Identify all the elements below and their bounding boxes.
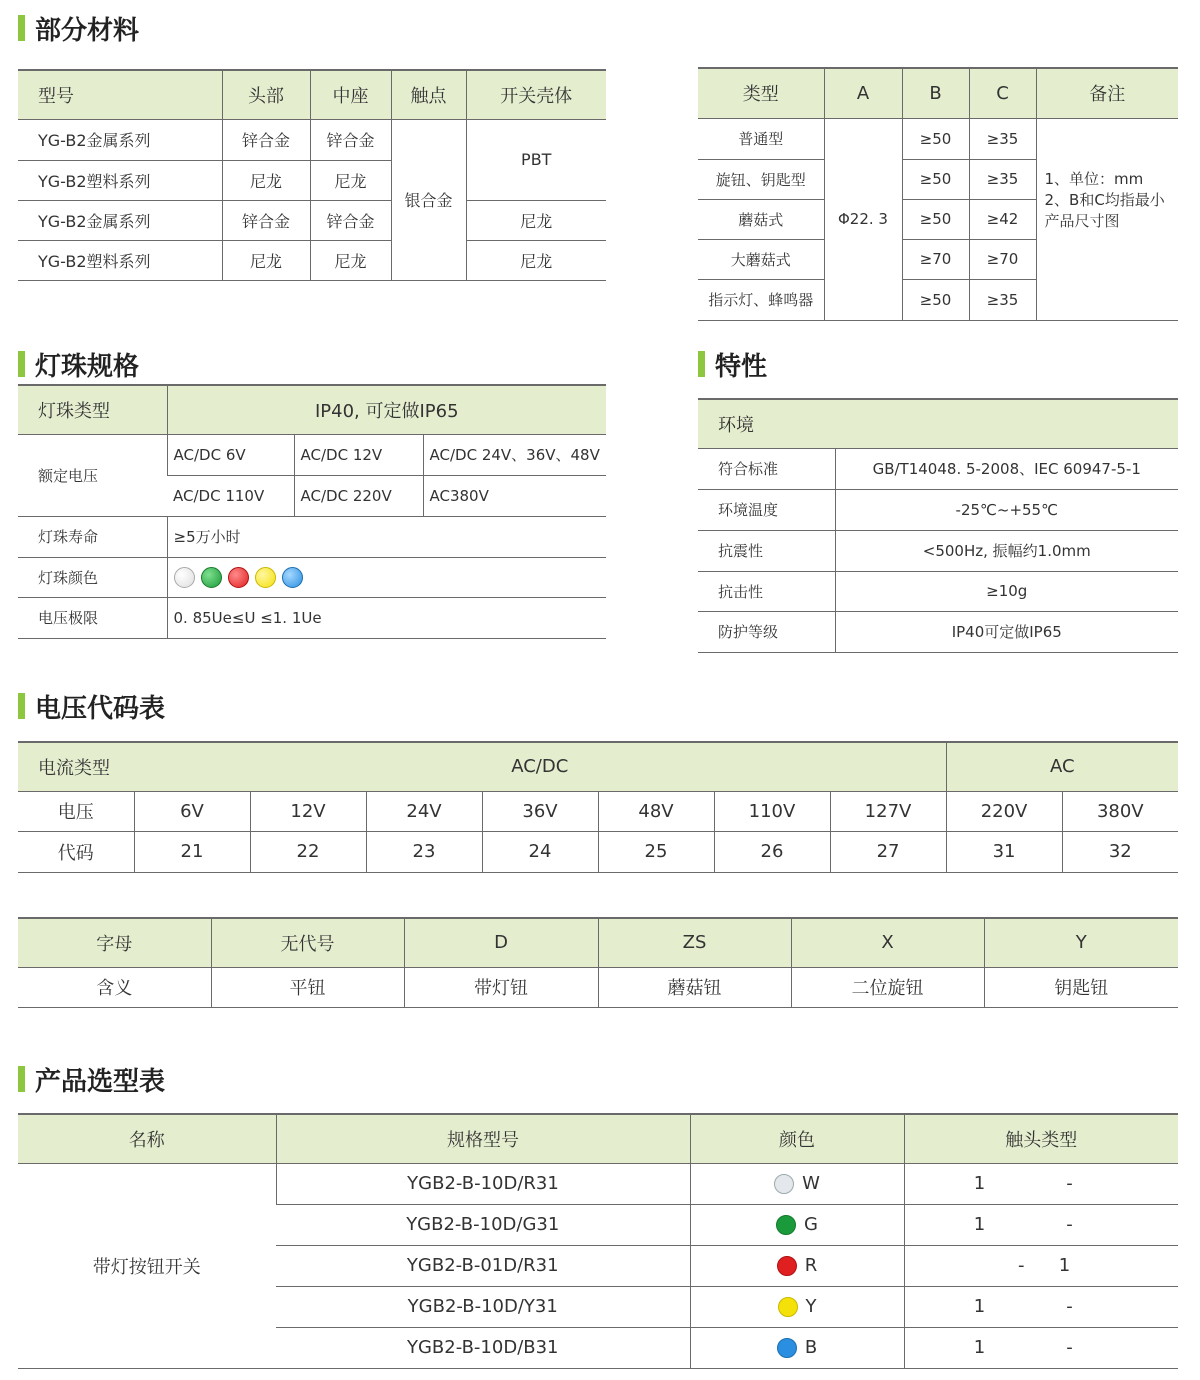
title-bar xyxy=(698,351,705,377)
color-letter: G xyxy=(804,1214,818,1235)
contact-no: 1 xyxy=(973,1337,986,1358)
row-label-code: 代码 xyxy=(18,831,134,872)
cell-head: 锌合金 xyxy=(222,200,310,240)
cell-head: 尼龙 xyxy=(222,160,310,200)
cell-c: ≥70 xyxy=(969,239,1036,279)
header-note: 备注 xyxy=(1036,68,1178,118)
cell-code: 24 xyxy=(482,831,598,872)
letters-table xyxy=(18,917,1178,1008)
cell-meaning: 二位旋钮 xyxy=(791,967,984,1007)
cell-life-label: 灯珠寿命 xyxy=(18,516,167,557)
header-letter: Y xyxy=(984,918,1178,967)
contact-nc: - xyxy=(1066,1173,1073,1194)
cell-feature-key: 抗击性 xyxy=(698,571,835,611)
cell-voltage: AC/DC 12V xyxy=(294,434,423,475)
header-acdc: AC/DC xyxy=(134,742,946,791)
header-type: 类型 xyxy=(698,68,824,118)
cell-mid: 尼龙 xyxy=(310,160,391,200)
cell-voltage: 380V xyxy=(1062,791,1178,831)
blue-dot xyxy=(282,567,303,588)
note-line: 1、单位：mm xyxy=(1044,169,1144,188)
color-letter: B xyxy=(804,1337,818,1358)
green-dot xyxy=(776,1215,796,1235)
cell-voltage-label: 额定电压 xyxy=(18,434,167,516)
cell-type: 旋钮、钥匙型 xyxy=(698,159,824,199)
header-name: 名称 xyxy=(18,1114,276,1163)
cell-type: 大蘑菇式 xyxy=(698,239,824,279)
cell-model: YGB2-B-10D/B31 xyxy=(276,1327,690,1368)
header-mid: 中座 xyxy=(310,70,391,119)
cell-product-name: 带灯按钮开关 xyxy=(18,1163,276,1368)
cell-b: ≥70 xyxy=(902,239,969,279)
cell-meaning: 蘑菇钮 xyxy=(598,967,791,1007)
color-letter: W xyxy=(802,1173,820,1194)
cell-voltage: AC380V xyxy=(423,475,606,516)
header-led-type-value: IP40, 可定做IP65 xyxy=(167,385,606,434)
section-title-text: 电压代码表 xyxy=(35,693,166,724)
yellow-dot xyxy=(778,1297,798,1317)
cell-code: 26 xyxy=(714,831,830,872)
voltage-code-table xyxy=(18,741,1178,873)
cell-mid: 尼龙 xyxy=(310,240,391,280)
cell-type: 普通型 xyxy=(698,118,824,159)
header-letter: 无代号 xyxy=(211,918,404,967)
cell-shell: 尼龙 xyxy=(466,240,606,280)
cell-code: 32 xyxy=(1062,831,1178,872)
cell-c: ≥42 xyxy=(969,199,1036,239)
cell-life-value: ≥5万小时 xyxy=(167,516,606,557)
cell-shell: 尼龙 xyxy=(466,200,606,240)
cell-mid: 锌合金 xyxy=(310,119,391,160)
contact-nc: - xyxy=(1066,1296,1073,1317)
cell-feature-value: -25℃~+55℃ xyxy=(835,489,1178,530)
cell-color-label: 灯珠颜色 xyxy=(18,557,167,597)
header-contact-type: 触头类型 xyxy=(904,1114,1178,1163)
cell-limit-value: 0. 85Ue≤U ≤1. 1Ue xyxy=(167,597,606,638)
note-line: 产品尺寸图 xyxy=(1044,211,1120,230)
contact-no: 1 xyxy=(973,1214,986,1235)
header-letter: ZS xyxy=(598,918,791,967)
cell-c: ≥35 xyxy=(969,279,1036,320)
cell-b: ≥50 xyxy=(902,118,969,159)
header-a: A xyxy=(824,68,902,118)
cell-meaning: 含义 xyxy=(18,967,211,1007)
contact-nc: - xyxy=(1066,1214,1073,1235)
cell-model: YGB2-B-10D/Y31 xyxy=(276,1286,690,1327)
cell-contact: 银合金 xyxy=(391,119,466,280)
cell-meaning: 带灯钮 xyxy=(404,967,598,1007)
cell-voltage: AC/DC 6V xyxy=(167,434,294,475)
cell-color xyxy=(690,1327,904,1368)
cell-voltage: AC/DC 110V xyxy=(167,475,294,516)
cell-feature-value: GB/T14048. 5-2008、IEC 60947-5-1 xyxy=(835,448,1178,489)
cell-code: 25 xyxy=(598,831,714,872)
cell-contacts xyxy=(904,1245,1178,1286)
cell-contacts xyxy=(904,1163,1178,1204)
cell-voltage: 36V xyxy=(482,791,598,831)
cell-feature-key: 防护等级 xyxy=(698,611,835,652)
section-title-text: 产品选型表 xyxy=(35,1066,166,1097)
dimensions-table xyxy=(698,67,1178,321)
yellow-dot xyxy=(255,567,276,588)
section-title-text: 特性 xyxy=(715,351,768,382)
selection-table xyxy=(18,1113,1178,1369)
cell-contacts xyxy=(904,1204,1178,1245)
cell-c: ≥35 xyxy=(969,159,1036,199)
cell-model: YG-B2金属系列 xyxy=(18,200,222,240)
white-dot xyxy=(774,1174,794,1194)
header-letter: 字母 xyxy=(18,918,211,967)
cell-contacts xyxy=(904,1286,1178,1327)
contact-no: 1 xyxy=(973,1173,986,1194)
header-current-type: 电流类型 xyxy=(18,742,134,791)
cell-code: 23 xyxy=(366,831,482,872)
title-bar xyxy=(18,1066,25,1092)
title-bar xyxy=(18,351,25,377)
cell-a: Φ22. 3 xyxy=(824,118,902,320)
cell-voltage: AC/DC 220V xyxy=(294,475,423,516)
materials-table xyxy=(18,69,606,281)
cell-feature-value: <500Hz, 振幅约1.0mm xyxy=(835,530,1178,571)
cell-limit-label: 电压极限 xyxy=(18,597,167,638)
header-c: C xyxy=(969,68,1036,118)
cell-feature-key: 抗震性 xyxy=(698,530,835,571)
cell-head: 尼龙 xyxy=(222,240,310,280)
header-shell: 开关壳体 xyxy=(466,70,606,119)
cell-model: YG-B2金属系列 xyxy=(18,119,222,160)
section-title-selection xyxy=(18,1062,165,1096)
contact-nc: - xyxy=(1066,1337,1073,1358)
cell-mid: 锌合金 xyxy=(310,200,391,240)
cell-color xyxy=(690,1245,904,1286)
header-model: 规格型号 xyxy=(276,1114,690,1163)
cell-code: 31 xyxy=(946,831,1062,872)
color-letter: Y xyxy=(805,1296,817,1317)
cell-feature-key: 符合标准 xyxy=(698,448,835,489)
cell-meaning: 钥匙钮 xyxy=(984,967,1178,1007)
cell-code: 27 xyxy=(830,831,946,872)
cell-voltage: 110V xyxy=(714,791,830,831)
cell-model: YGB2-B-10D/G31 xyxy=(276,1204,690,1245)
cell-voltage: 127V xyxy=(830,791,946,831)
contact-nc: 1 xyxy=(1058,1255,1071,1276)
cell-voltage: 12V xyxy=(250,791,366,831)
cell-head: 锌合金 xyxy=(222,119,310,160)
cell-code: 21 xyxy=(134,831,250,872)
section-title-text: 灯珠规格 xyxy=(35,351,140,382)
header-env: 环境 xyxy=(698,399,1178,448)
note-line: 2、B和C均指最小 xyxy=(1044,190,1165,209)
cell-voltage: 24V xyxy=(366,791,482,831)
cell-type: 指示灯、蜂鸣器 xyxy=(698,279,824,320)
header-b: B xyxy=(902,68,969,118)
header-led-type: 灯珠类型 xyxy=(18,385,167,434)
cell-code: 22 xyxy=(250,831,366,872)
cell-type: 蘑菇式 xyxy=(698,199,824,239)
contact-no: - xyxy=(1018,1255,1025,1276)
row-label-voltage: 电压 xyxy=(18,791,134,831)
cell-voltage: AC/DC 24V、36V、48V xyxy=(423,434,606,475)
cell-note xyxy=(1036,118,1178,320)
cell-model: YG-B2塑料系列 xyxy=(18,240,222,280)
cell-b: ≥50 xyxy=(902,159,969,199)
contact-no: 1 xyxy=(973,1296,986,1317)
header-letter: X xyxy=(791,918,984,967)
section-title-features xyxy=(698,347,767,381)
section-title-led xyxy=(18,347,139,381)
led-table xyxy=(18,384,606,639)
cell-model: YG-B2塑料系列 xyxy=(18,160,222,200)
header-ac: AC xyxy=(946,742,1178,791)
section-title-materials xyxy=(18,11,139,45)
red-dot xyxy=(228,567,249,588)
cell-b: ≥50 xyxy=(902,199,969,239)
header-model: 型号 xyxy=(18,70,222,119)
cell-color xyxy=(690,1163,904,1204)
cell-feature-key: 环境温度 xyxy=(698,489,835,530)
cell-color-swatches xyxy=(167,557,606,597)
color-letter: R xyxy=(804,1255,818,1276)
title-bar xyxy=(18,693,25,719)
cell-contacts xyxy=(904,1327,1178,1368)
section-title-text: 部分材料 xyxy=(35,15,140,46)
title-bar xyxy=(18,15,25,41)
cell-feature-value: ≥10g xyxy=(835,571,1178,611)
cell-voltage: 48V xyxy=(598,791,714,831)
cell-shell-pbt: PBT xyxy=(466,119,606,200)
cell-feature-value: IP40可定做IP65 xyxy=(835,611,1178,652)
cell-meaning: 平钮 xyxy=(211,967,404,1007)
cell-voltage: 6V xyxy=(134,791,250,831)
cell-model: YGB2-B-01D/R31 xyxy=(276,1245,690,1286)
white-dot xyxy=(174,567,195,588)
green-dot xyxy=(201,567,222,588)
cell-c: ≥35 xyxy=(969,118,1036,159)
cell-model: YGB2-B-10D/R31 xyxy=(276,1163,690,1204)
features-table xyxy=(698,398,1178,653)
cell-color xyxy=(690,1204,904,1245)
section-title-voltage-code xyxy=(18,689,165,723)
cell-b: ≥50 xyxy=(902,279,969,320)
header-head: 头部 xyxy=(222,70,310,119)
header-letter: D xyxy=(404,918,598,967)
header-color: 颜色 xyxy=(690,1114,904,1163)
header-contact: 触点 xyxy=(391,70,466,119)
blue-dot xyxy=(777,1338,797,1358)
cell-voltage: 220V xyxy=(946,791,1062,831)
cell-color xyxy=(690,1286,904,1327)
red-dot xyxy=(777,1256,797,1276)
